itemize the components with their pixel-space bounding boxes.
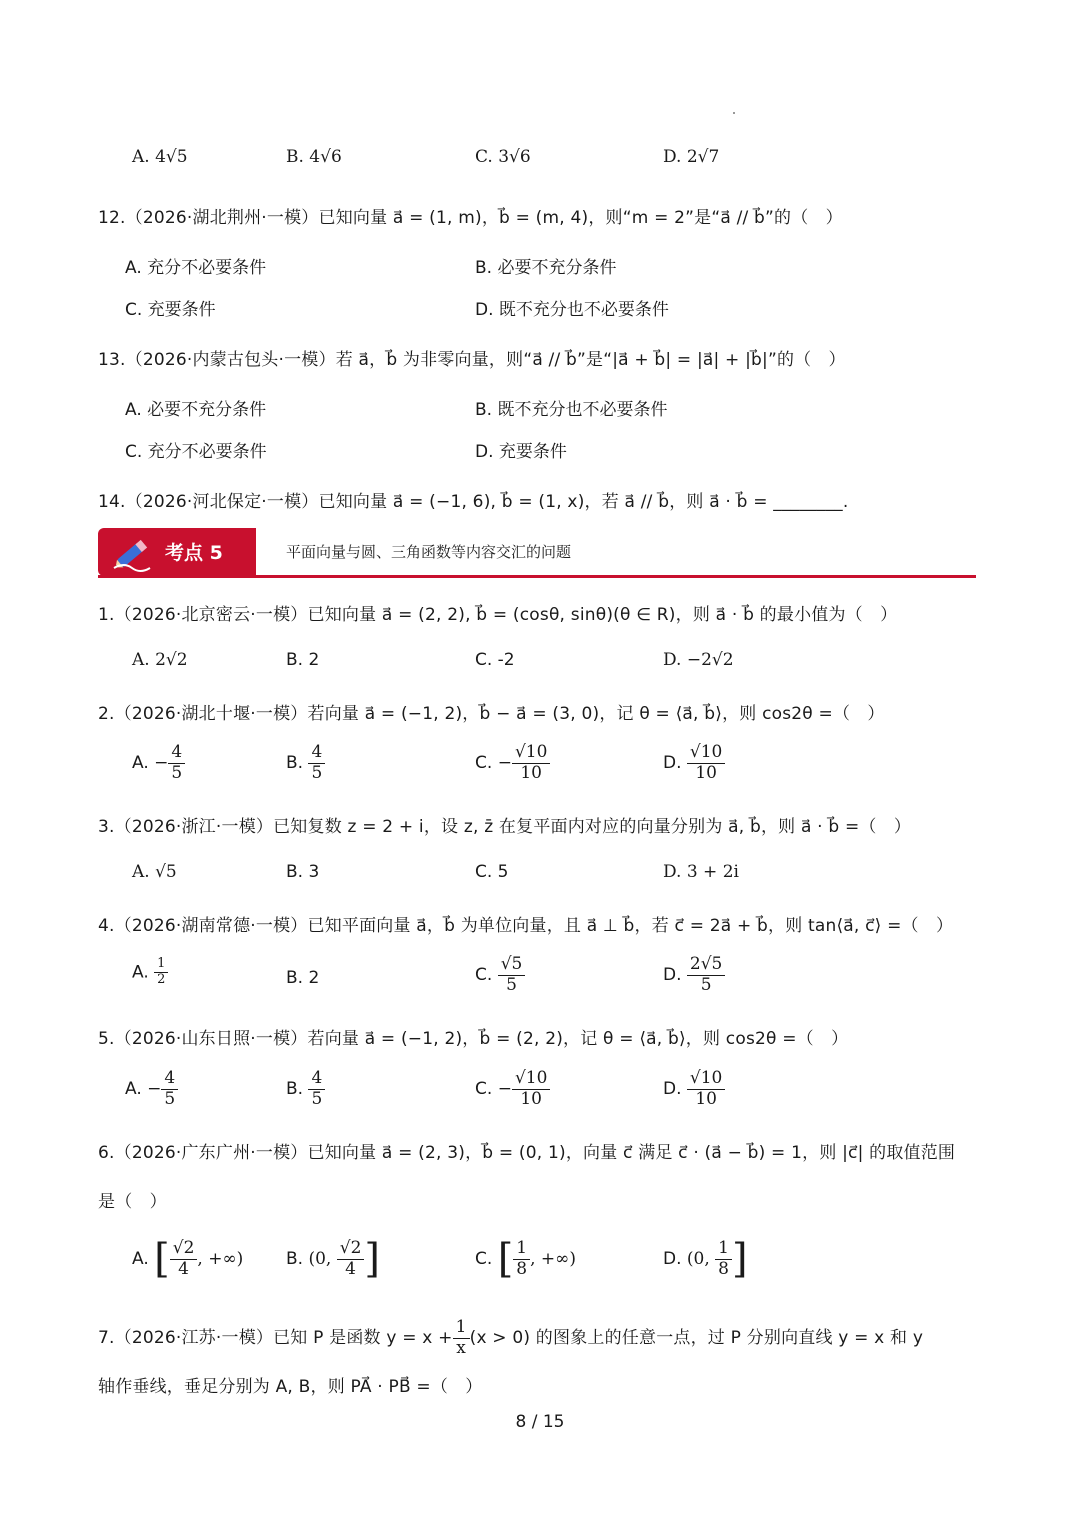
fraction <box>308 743 325 783</box>
fraction <box>498 955 526 995</box>
denominator: 10 <box>520 762 542 783</box>
denominator: 8 <box>718 1258 729 1279</box>
fraction <box>161 1069 178 1109</box>
s1-option-b[interactable]: B. 2 <box>286 650 320 670</box>
s6-option-a[interactable] <box>132 1236 243 1282</box>
s1-option-a[interactable]: A. 2√2 <box>132 650 188 670</box>
section5-question-1-stem: 1.（2026·北京密云·一模）已知向量 a⃗ = (2, 2), b⃗ = (cosθ, sinθ)(θ ∈ R)，则 a⃗ · b⃗ 的最小值为（ ） <box>98 605 898 625</box>
option-label: A. <box>125 1079 142 1100</box>
numerator: √10 <box>687 1069 725 1090</box>
denominator: 4 <box>345 1258 356 1279</box>
fraction <box>170 1239 198 1279</box>
numerator: √2 <box>170 1239 198 1260</box>
fraction <box>687 1069 725 1109</box>
option-label: C. <box>475 753 493 774</box>
question-14-stem: 14.（2026·河北保定·一模）已知向量 a⃗ = (−1, 6), b⃗ = (1, x)，若 a⃗ // b⃗，则 a⃗ · b⃗ = ________. <box>98 492 849 512</box>
prev-option-d[interactable]: D. 2√7 <box>663 147 720 167</box>
fraction <box>687 955 725 995</box>
s3-option-a[interactable]: A. √5 <box>132 862 177 882</box>
s3-option-d[interactable]: D. 3 + 2i <box>663 862 739 882</box>
denominator: 8 <box>516 1258 528 1279</box>
section5-question-5-stem: 5.（2026·山东日照·一模）若向量 a⃗ = (−1, 2)，b⃗ = (2, 2)，记 θ = ⟨a⃗, b⃗⟩，则 cos2θ =（ ） <box>98 1029 849 1049</box>
denominator: 5 <box>311 1088 323 1109</box>
denominator: 5 <box>700 974 712 995</box>
left-bracket: [ <box>497 1236 514 1282</box>
fraction <box>512 1069 550 1109</box>
left-bracket: [ <box>154 1236 170 1282</box>
s2-option-a[interactable] <box>132 743 185 783</box>
interval-tail: , +∞) <box>197 1249 244 1269</box>
option-label: C. <box>475 965 493 986</box>
q12-option-d[interactable]: D. 既不充分也不必要条件 <box>475 300 669 320</box>
prev-option-c[interactable]: C. 3√6 <box>475 147 531 167</box>
right-bracket: ] <box>364 1236 381 1282</box>
option-label: B. <box>286 1079 304 1100</box>
s6-option-d[interactable] <box>663 1236 748 1282</box>
denominator: 5 <box>171 762 183 783</box>
s3-option-b[interactable]: B. 3 <box>286 862 320 882</box>
section5-question-7-stem-cont: 轴作垂线，垂足分别为 A, B，则 PA⃗ · PB⃗ =（ ） <box>98 1377 483 1397</box>
minus-sign: − <box>154 753 169 774</box>
prev-option-a[interactable]: A. 4√5 <box>132 147 188 167</box>
numerator: 1 <box>513 1239 530 1260</box>
fraction <box>513 1239 530 1279</box>
option-label: D. <box>663 753 682 774</box>
s4-option-b[interactable]: B. 2 <box>286 968 320 988</box>
q12-option-a[interactable]: A. 充分不必要条件 <box>125 258 267 278</box>
numerator: 4 <box>161 1069 178 1090</box>
interval-head: (0, <box>308 1249 337 1269</box>
option-label: C. <box>475 1249 493 1269</box>
section-underline <box>98 575 976 578</box>
denominator: 10 <box>695 762 717 783</box>
fraction <box>715 1239 732 1279</box>
fraction <box>337 1239 365 1279</box>
option-label: A. <box>132 1249 149 1269</box>
section5-question-7-stem <box>98 1318 923 1358</box>
option-label: A. <box>132 753 149 774</box>
option-label: D. <box>663 1249 682 1269</box>
question-12-stem: 12.（2026·湖北荆州·一模）已知向量 a⃗ = (1, m)，b⃗ = (m, 4)，则“m = 2”是“a⃗ // b⃗”的（ ） <box>98 208 843 228</box>
q13-option-c[interactable]: C. 充分不必要条件 <box>125 442 267 462</box>
denominator: 10 <box>520 1088 542 1109</box>
s2-option-c[interactable] <box>475 743 550 783</box>
s5-option-b[interactable] <box>286 1069 325 1109</box>
s1-option-c[interactable]: C. -2 <box>475 650 515 670</box>
q12-option-b[interactable]: B. 必要不充分条件 <box>475 258 617 278</box>
speck <box>733 112 735 114</box>
numerator: √10 <box>512 743 550 764</box>
s5-option-d[interactable] <box>663 1069 725 1109</box>
denominator: 5 <box>311 762 323 783</box>
denominator: 5 <box>506 974 517 995</box>
option-label: B. <box>286 753 304 774</box>
s4-option-c[interactable] <box>475 955 525 995</box>
s5-option-c[interactable] <box>475 1069 550 1109</box>
section5-question-4-stem: 4.（2026·湖南常德·一模）已知平面向量 a⃗，b⃗ 为单位向量，且 a⃗ ⊥ b⃗，若 c⃗ = 2a⃗ + b⃗，则 tan⟨a⃗, c⃗⟩ =（ ） <box>98 916 954 936</box>
fraction <box>453 1318 470 1358</box>
q13-option-d[interactable]: D. 充要条件 <box>475 442 567 462</box>
s3-option-c[interactable]: C. 5 <box>475 862 509 882</box>
numerator: √2 <box>337 1239 365 1260</box>
numerator: √10 <box>512 1069 550 1090</box>
denominator: x <box>456 1337 466 1358</box>
numerator: 1 <box>154 957 168 973</box>
fraction <box>308 1069 325 1109</box>
section5-question-2-stem: 2.（2026·湖北十堰·一模）若向量 a⃗ = (−1, 2)，b⃗ − a⃗ = (3, 0)，记 θ = ⟨a⃗, b⃗⟩，则 cos2θ =（ ） <box>98 704 885 724</box>
numerator: √5 <box>498 955 526 976</box>
page-number: 8 / 15 <box>515 1412 565 1432</box>
interval-head: (0, <box>686 1249 716 1269</box>
numerator: 1 <box>453 1318 470 1339</box>
right-bracket: ] <box>732 1236 748 1282</box>
option-label: B. <box>286 1249 304 1269</box>
minus-sign: − <box>497 1079 512 1100</box>
section5-question-6-stem: 6.（2026·广东广州·一模）已知向量 a⃗ = (2, 3)，b⃗ = (0, 1)，向量 c⃗ 满足 c⃗ · (a⃗ − b⃗) = 1，则 |c⃗| 的取值范围 <box>98 1143 956 1163</box>
question-13-stem: 13.（2026·内蒙古包头·一模）若 a⃗，b⃗ 为非零向量，则“a⃗ // b⃗”是“|a⃗ + b⃗| = |a⃗| + |b⃗|”的（ ） <box>98 350 846 370</box>
minus-sign: − <box>147 1079 162 1100</box>
pencil-icon <box>110 530 158 574</box>
minus-sign: − <box>497 753 512 774</box>
option-label: A. <box>132 962 149 983</box>
interval-tail: , +∞) <box>530 1249 576 1269</box>
section-tag: 考点 5 <box>165 542 223 564</box>
q12-option-c[interactable]: C. 充要条件 <box>125 300 216 320</box>
section5-question-6-stem-cont: 是（ ） <box>98 1192 167 1212</box>
fraction <box>512 743 550 783</box>
numerator: 4 <box>168 743 185 764</box>
s2-option-d[interactable] <box>663 743 725 783</box>
denominator: 10 <box>695 1088 717 1109</box>
numerator: √10 <box>687 743 725 764</box>
section-title: 平面向量与圆、三角函数等内容交汇的问题 <box>286 543 572 561</box>
numerator: 2√5 <box>687 955 725 976</box>
section5-question-3-stem: 3.（2026·浙江·一模）已知复数 z = 2 + i，设 z, z̄ 在复平面内对应的向量分别为 a⃗, b⃗，则 a⃗ · b⃗ =（ ） <box>98 817 912 837</box>
numerator: 1 <box>715 1239 732 1260</box>
option-label: D. <box>663 1079 682 1100</box>
numerator: 4 <box>308 743 325 764</box>
denominator: 5 <box>164 1088 176 1109</box>
s6-option-b[interactable] <box>286 1236 380 1282</box>
prev-option-b[interactable]: B. 4√6 <box>286 147 342 167</box>
stem-part-1: 7.（2026·江苏·一模）已知 P 是函数 y = x + <box>98 1328 453 1349</box>
numerator: 4 <box>308 1069 325 1090</box>
fraction <box>687 743 725 783</box>
denominator: 2 <box>157 971 166 987</box>
denominator: 4 <box>178 1258 189 1279</box>
s4-option-a[interactable] <box>132 957 168 988</box>
q13-option-a[interactable]: A. 必要不充分条件 <box>125 400 267 420</box>
s4-option-d[interactable] <box>663 955 725 995</box>
option-label: D. <box>663 965 682 986</box>
fraction <box>168 743 185 783</box>
fraction <box>154 957 168 988</box>
option-label: C. <box>475 1079 493 1100</box>
s2-option-b[interactable] <box>286 743 325 783</box>
s5-option-a[interactable] <box>125 1069 178 1109</box>
stem-part-2: (x > 0) 的图象上的任意一点，过 P 分别向直线 y = x 和 y <box>469 1328 924 1349</box>
s1-option-d[interactable]: D. −2√2 <box>663 650 734 670</box>
s6-option-c[interactable] <box>475 1236 576 1282</box>
q13-option-b[interactable]: B. 既不充分也不必要条件 <box>475 400 668 420</box>
